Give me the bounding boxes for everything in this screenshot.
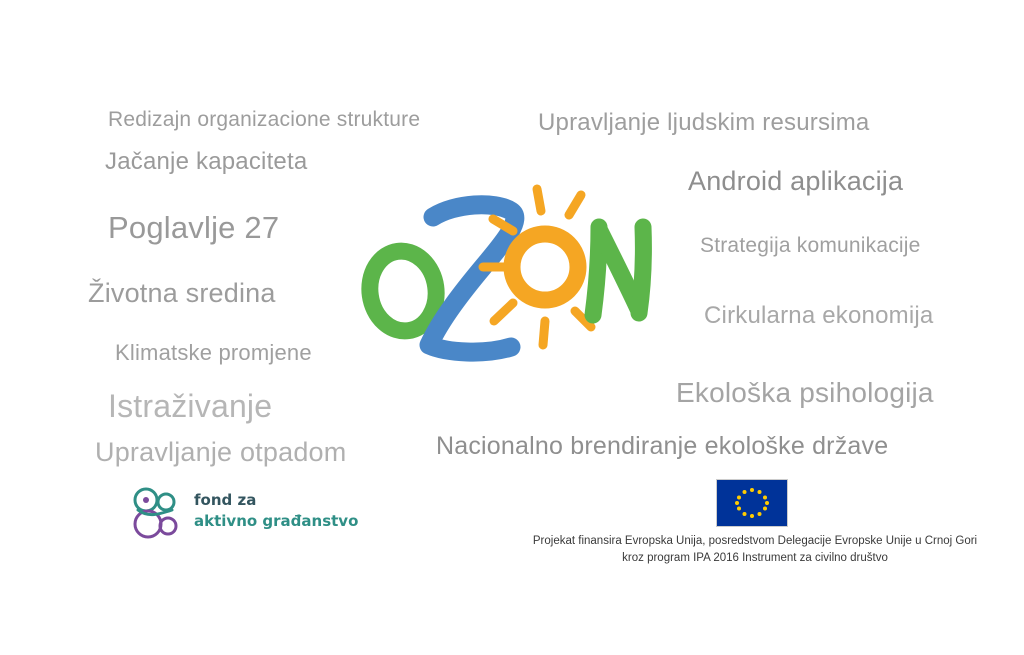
fond-logo-line1: fond za bbox=[194, 491, 257, 509]
keyword-cirkularna-ekonomija: Cirkularna ekonomija bbox=[704, 302, 934, 329]
ozon-logo bbox=[355, 175, 655, 390]
keyword-istrazivanje: Istraživanje bbox=[108, 388, 273, 424]
keyword-upravljanje-ljudskim-resursima: Upravljanje ljudskim resursima bbox=[538, 109, 870, 136]
eu-funding-note bbox=[520, 533, 990, 567]
fond-logo-line2: aktivno građanstvo bbox=[194, 512, 359, 530]
fond-logo-mark-icon bbox=[126, 484, 188, 544]
keyword-ekoloska-psihologija: Ekološka psihologija bbox=[676, 377, 934, 408]
fond-logo-wordmark bbox=[194, 490, 358, 532]
ozon-letter-n-green bbox=[593, 227, 643, 315]
keyword-jacanje-kapaciteta: Jačanje kapaciteta bbox=[105, 148, 308, 175]
keyword-upravljanje-otpadom: Upravljanje otpadom bbox=[95, 437, 347, 467]
keyword-poglavlje-27: Poglavlje 27 bbox=[108, 210, 280, 245]
keyword-nacionalno-brendiranje: Nacionalno brendiranje ekološke države bbox=[436, 432, 889, 460]
ozon-letter-o-green bbox=[365, 247, 441, 335]
fond-za-aktivno-gradjanstvo-logo bbox=[126, 484, 361, 546]
keyword-strategija-komunikacije: Strategija komunikacije bbox=[700, 234, 921, 257]
eu-funding-note-line1: Projekat finansira Evropska Unija, posredstvom Delegacije Evropske Unije u Crnoj Gori bbox=[532, 535, 978, 547]
ozon-letter-o-orange bbox=[512, 234, 578, 300]
eu-funding-note-line2: kroz program IPA 2016 Instrument za civilno društvo bbox=[622, 552, 888, 564]
keyword-android-aplikacija: Android aplikacija bbox=[688, 166, 904, 196]
keyword-zivotna-sredina: Životna sredina bbox=[88, 278, 276, 308]
keyword-redizajn-organizacione-strukture: Redizajn organizacione strukture bbox=[108, 108, 421, 131]
european-union-flag-icon bbox=[716, 479, 788, 527]
keyword-klimatske-promjene: Klimatske promjene bbox=[115, 340, 312, 365]
